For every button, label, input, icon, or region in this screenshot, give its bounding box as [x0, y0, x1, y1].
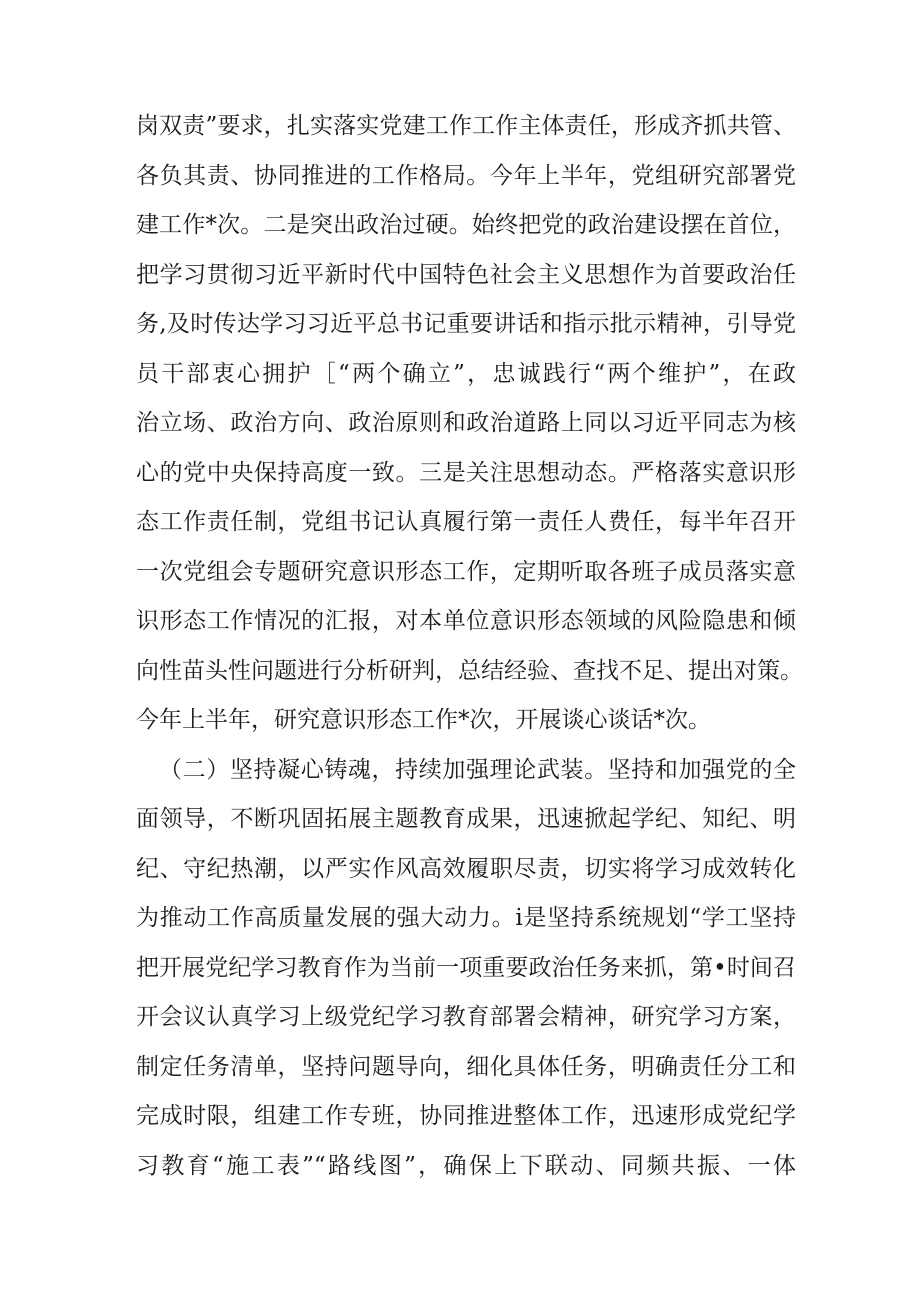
- text-line: 员干部衷心拥护［“两个确立”，忠诚践行“两个维护”，在政: [136, 360, 796, 387]
- text-line: 开会议认真学习上级党纪学习教育部署会精神，研究学习方案，: [136, 1004, 796, 1030]
- text-line: 向性苗头性问题进行分析研判，总结经验、查找不足、提出对策。: [136, 657, 803, 684]
- text-line: 把学习贯彻习近平新时代中国特色社会主义思想作为首要政治任: [136, 261, 796, 288]
- document-body: [136, 102, 803, 1191]
- text-line: 心的党中央保持高度一致。三是关注思想动态。严格落实意识形: [136, 459, 796, 486]
- text-line: 态工作责任制，党组书记认真履行第一责任人费任，每半年召开: [136, 509, 796, 535]
- text-line: 各负其责、协同推进的工作格局。今年上半年，党组研究部署党: [136, 162, 796, 189]
- text-line: 岗双责”要求，扎实落实党建工作工作主体责任，形成齐抓共管、: [136, 113, 796, 139]
- text-line: 识形态工作情况的汇报，对本单位意识形态领域的风险隐患和倾: [136, 608, 796, 634]
- text-line: 一次党组会专题研究意识形态工作，定期听取各班子成员落实意: [136, 558, 796, 585]
- text-line: 纪、守纪热潮，以严实作风高效履职尽责，切实将学习成效转化: [136, 855, 796, 882]
- text-line: 治立场、政治方向、政治原则和政治道路上同以习近平同志为核: [136, 410, 796, 436]
- text-line: 建工作*次。二是突出政治过硬。始终把党的政治建设摆在首位，: [136, 212, 796, 238]
- text-line: 把开展党纪学习教育作为当前一项重要政治任务来抓，第•时间召: [136, 954, 796, 981]
- paragraph-last-line: 今年上半年，研究意识形态工作*次，开展谈心谈话*次。: [136, 707, 711, 733]
- text-line: 制定任务清单，坚持问题导向，细化具体任务，明确责任分工和: [136, 1053, 796, 1080]
- text-line: 面领导，不断巩固拓展主题教育成果，迅速掀起学纪、知纪、明: [136, 806, 796, 832]
- text-line: 为推动工作高质量发展的强大动力。i是坚持系统规划“学工坚持: [136, 905, 796, 931]
- text-line: 完成时限，组建工作专班，协同推进整体工作，迅速形成党纪学: [136, 1103, 796, 1129]
- section-heading-line: （二）坚持凝心铸魂，持续加强理论武装。坚持和加强党的全: [159, 756, 796, 783]
- text-line: 务,及时传达学习习近平总书记重要讲话和指示批示精神，引导党: [136, 311, 796, 337]
- text-line: 习教育“施工表”“路线图”，确保上下联动、同频共振、一体: [136, 1152, 796, 1179]
